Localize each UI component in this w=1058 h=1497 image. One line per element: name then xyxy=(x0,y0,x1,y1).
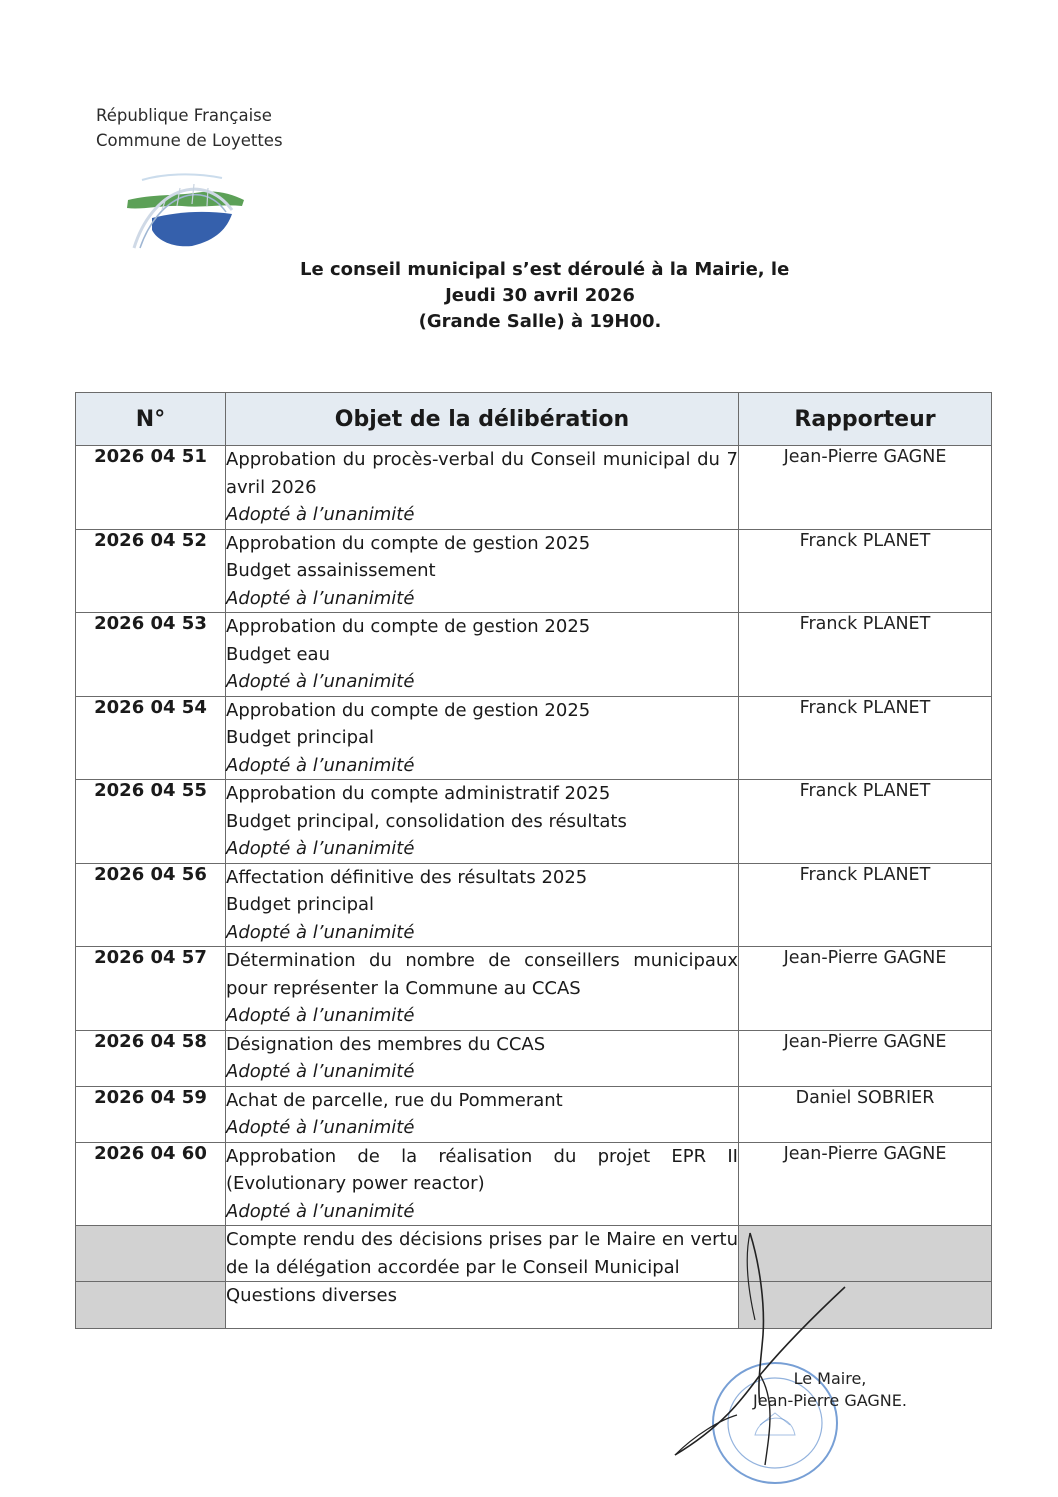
vote-result: Adopté à l’unanimité xyxy=(226,1200,415,1222)
object-line: Approbation du compte de gestion 2025 xyxy=(226,616,591,637)
vote-result: Adopté à l’unanimité xyxy=(226,671,415,692)
table-row xyxy=(76,780,992,864)
deliberation-object xyxy=(226,529,739,613)
vote-result: Adopté à l’unanimité xyxy=(226,1117,415,1138)
rapporteur-name: Franck PLANET xyxy=(739,863,992,947)
deliberation-number: 2026 04 54 xyxy=(76,696,226,780)
deliberation-number: 2026 04 59 xyxy=(76,1086,226,1142)
empty-number-cell xyxy=(76,1226,226,1282)
deliberation-number: 2026 04 51 xyxy=(76,446,226,530)
header-object: Objet de la délibération xyxy=(226,393,739,446)
table-row xyxy=(76,1142,992,1226)
object-line: Affectation définitive des résultats 2025 xyxy=(226,866,588,888)
deliberation-object xyxy=(226,446,739,530)
rapporteur-name: Franck PLANET xyxy=(739,529,992,613)
deliberation-number: 2026 04 52 xyxy=(76,529,226,613)
rapporteur-name: Jean-Pierre GAGNE xyxy=(739,1030,992,1086)
deliberation-object xyxy=(226,1142,739,1226)
table-row xyxy=(76,613,992,697)
vote-result: Adopté à l’unanimité xyxy=(226,921,415,943)
deliberation-object xyxy=(226,947,739,1031)
vote-result: Adopté à l’unanimité xyxy=(226,1061,415,1082)
object-line: Détermination du nombre de conseillers municipaux pour représenter la Commune au CCAS xyxy=(226,950,738,999)
mayor-role: Le Maire, xyxy=(793,1369,867,1388)
header-rapporteur: Rapporteur xyxy=(739,393,992,446)
extra-item-text: Questions diverses xyxy=(226,1282,739,1329)
object-line: Désignation des membres du CCAS xyxy=(226,1033,546,1055)
rapporteur-name: Jean-Pierre GAGNE xyxy=(739,446,992,530)
meeting-title xyxy=(300,257,790,335)
handwritten-signature xyxy=(665,1225,865,1470)
table-body xyxy=(76,446,992,1329)
rapporteur-name: Franck PLANET xyxy=(739,780,992,864)
deliberation-number: 2026 04 57 xyxy=(76,947,226,1031)
vote-result: Adopté à l’unanimité xyxy=(226,754,415,776)
table-row xyxy=(76,1086,992,1142)
rapporteur-name: Franck PLANET xyxy=(739,613,992,697)
organization-header xyxy=(96,103,283,153)
rapporteur-name: Daniel SOBRIER xyxy=(739,1086,992,1142)
object-line: Budget principal xyxy=(226,727,375,748)
table-row xyxy=(76,529,992,613)
extra-item-text: Compte rendu des décisions prises par le Maire en vertu de la délégation accordée par le Conseil Municipal xyxy=(226,1226,739,1282)
table-row xyxy=(76,696,992,780)
deliberation-number: 2026 04 55 xyxy=(76,780,226,864)
commune-label: Commune de Loyettes xyxy=(96,131,283,150)
vote-result: Adopté à l’unanimité xyxy=(226,504,415,525)
object-line: Approbation du compte de gestion 2025 xyxy=(226,532,591,554)
object-line: Budget assainissement xyxy=(226,560,436,581)
object-line: Approbation du compte de gestion 2025 xyxy=(226,699,591,721)
deliberation-object xyxy=(226,863,739,947)
rapporteur-name: Franck PLANET xyxy=(739,696,992,780)
empty-number-cell xyxy=(76,1282,226,1329)
table-row xyxy=(76,947,992,1031)
deliberation-object xyxy=(226,1086,739,1142)
meeting-title-line3: (Grande Salle) à 19H00. xyxy=(418,311,662,332)
deliberation-object xyxy=(226,613,739,697)
mayor-name: Jean-Pierre GAGNE. xyxy=(753,1391,907,1410)
vote-result: Adopté à l’unanimité xyxy=(226,587,415,609)
deliberation-object xyxy=(226,780,739,864)
object-line: Budget principal xyxy=(226,894,375,915)
deliberations-table xyxy=(75,392,992,1329)
vote-result: Adopté à l’unanimité xyxy=(226,1005,415,1026)
signature-block xyxy=(730,1368,930,1412)
deliberation-number: 2026 04 56 xyxy=(76,863,226,947)
deliberation-number: 2026 04 60 xyxy=(76,1142,226,1226)
meeting-title-line1: Le conseil municipal s’est déroulé à la Mairie, le xyxy=(300,259,790,280)
meeting-title-line2: Jeudi 30 avril 2026 xyxy=(445,285,635,306)
rapporteur-name: Jean-Pierre GAGNE xyxy=(739,947,992,1031)
table-row xyxy=(76,863,992,947)
object-line: Approbation du compte administratif 2025 xyxy=(226,783,611,804)
deliberation-number: 2026 04 58 xyxy=(76,1030,226,1086)
object-line: Achat de parcelle, rue du Pommerant xyxy=(226,1089,563,1111)
header-number: N° xyxy=(76,393,226,446)
table-row xyxy=(76,446,992,530)
object-line: Budget eau xyxy=(226,643,330,665)
deliberation-object xyxy=(226,1030,739,1086)
deliberation-object xyxy=(226,696,739,780)
republic-label: République Française xyxy=(96,106,272,125)
deliberation-number: 2026 04 53 xyxy=(76,613,226,697)
rapporteur-name: Jean-Pierre GAGNE xyxy=(739,1142,992,1226)
table-row xyxy=(76,1030,992,1086)
table-header-row xyxy=(76,393,992,446)
object-line: Budget principal, consolidation des résultats xyxy=(226,810,627,832)
vote-result: Adopté à l’unanimité xyxy=(226,838,415,859)
commune-logo xyxy=(122,170,247,252)
object-line: Approbation de la réalisation du projet EPR II (Evolutionary power reactor) xyxy=(226,1145,738,1194)
object-line: Approbation du procès-verbal du Conseil municipal du 7 avril 2026 xyxy=(226,449,738,498)
